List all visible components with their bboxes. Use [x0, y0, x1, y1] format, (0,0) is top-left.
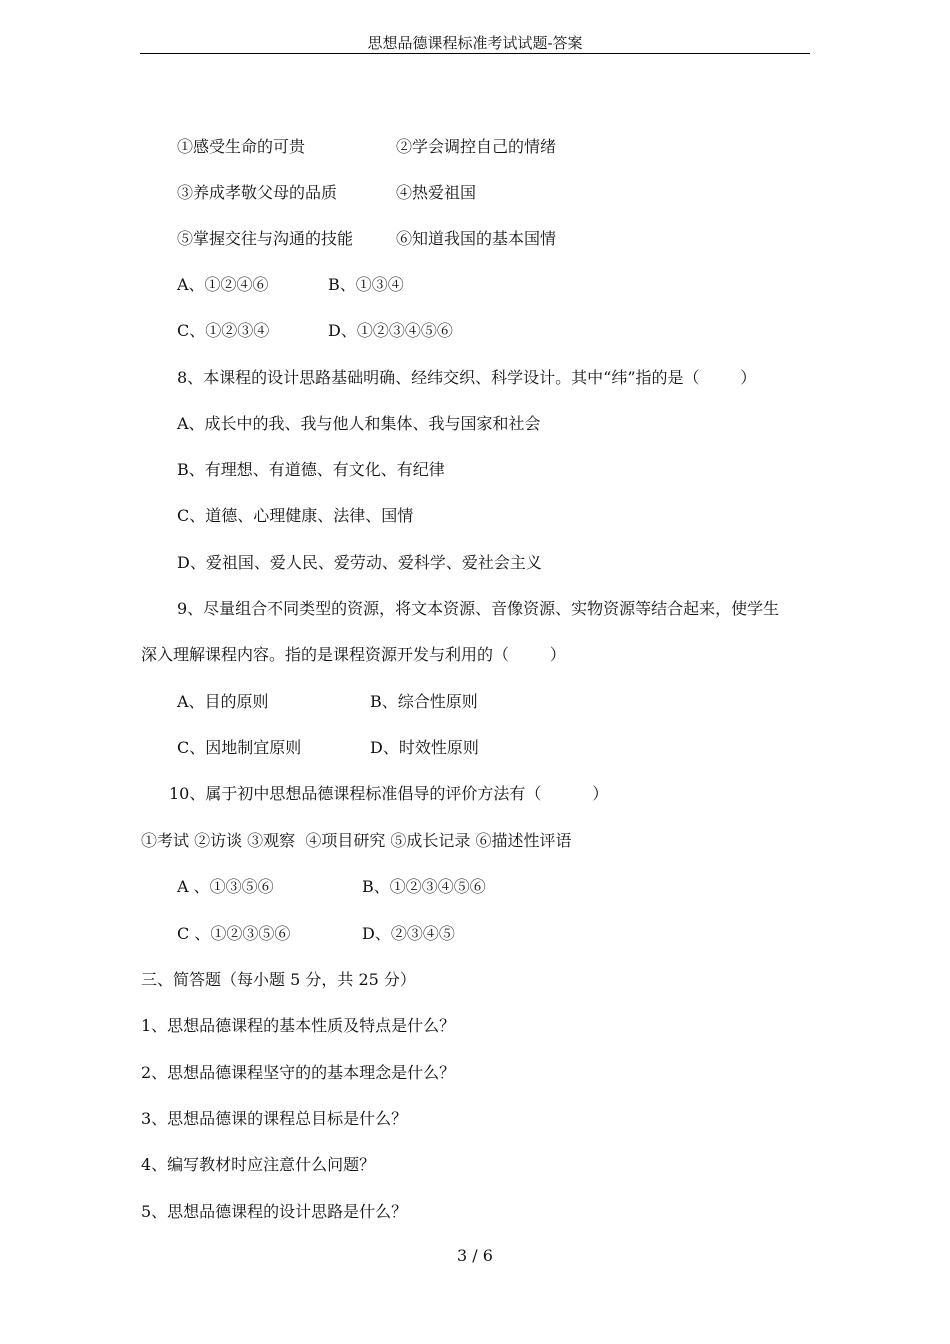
q9-choice-c: C、因地制宜原则: [177, 738, 302, 757]
q9-choice-a: A、目的原则: [177, 692, 269, 711]
q7-choice-d: D、①②③④⑤⑥: [328, 321, 453, 340]
q8-stem: 8、本课程的设计思路基础明确、经纬交织、科学设计。其中“纬”指的是（ ）: [177, 368, 757, 387]
q7-choice-b: B、①③④: [328, 275, 404, 294]
q8-choice-d: D、爱祖国、爱人民、爱劳动、爱科学、爱社会主义: [177, 553, 542, 572]
header-divider: [140, 53, 810, 54]
q7-option-3: ③养成孝敬父母的品质: [177, 183, 338, 202]
q9-stem-line2: 深入理解课程内容。指的是课程资源开发与利用的（ ）: [141, 645, 566, 664]
q7-option-6: ⑥知道我国的基本国情: [396, 229, 557, 248]
q8-choice-b: B、有理想、有道德、有文化、有纪律: [177, 460, 445, 479]
q7-option-2: ②学会调控自己的情绪: [396, 137, 557, 156]
q9-choice-b: B、综合性原则: [370, 692, 478, 711]
q10-stem: 10、属于初中思想品德课程标准倡导的评价方法有（ ）: [169, 784, 609, 803]
q10-options: ①考试 ②访谈 ③观察 ④项目研究 ⑤成长记录 ⑥描述性评语: [141, 831, 572, 850]
q7-choice-a: A、①②④⑥: [177, 275, 269, 294]
section-3-title: 三、简答题（每小题 5 分，共 25 分）: [141, 970, 416, 989]
q8-choice-c: C、道德、心理健康、法律、国情: [177, 506, 414, 525]
short-answer-q1: 1、思想品德课程的基本性质及特点是什么？: [141, 1016, 456, 1035]
short-answer-q2: 2、思想品德课程坚守的的基本理念是什么？: [141, 1063, 456, 1082]
q7-option-5: ⑤掌握交往与沟通的技能: [177, 229, 354, 248]
q10-choice-b: B、①②③④⑤⑥: [362, 877, 486, 896]
short-answer-q5: 5、思想品德课程的设计思路是什么？: [141, 1202, 408, 1221]
q7-choice-c: C、①②③④: [177, 321, 270, 340]
page-header-title: 思想品德课程标准考试试题-答案: [367, 34, 583, 52]
page-number: 3 / 6: [457, 1246, 493, 1265]
q10-choice-c: C 、①②③⑤⑥: [177, 924, 291, 943]
q9-stem-line1: 9、尽量组合不同类型的资源，将文本资源、音像资源、实物资源等结合起来，使学生: [177, 599, 780, 618]
q9-choice-d: D、时效性原则: [370, 738, 479, 757]
q7-option-1: ①感受生命的可贵: [177, 137, 306, 156]
q10-choice-d: D、②③④⑤: [362, 924, 455, 943]
q8-choice-a: A、成长中的我、我与他人和集体、我与国家和社会: [177, 414, 541, 433]
short-answer-q4: 4、编写教材时应注意什么问题？: [141, 1155, 376, 1174]
q7-option-4: ④热爱祖国: [396, 183, 477, 202]
short-answer-q3: 3、思想品德课的课程总目标是什么？: [141, 1109, 408, 1128]
q10-choice-a: A 、①③⑤⑥: [177, 877, 274, 896]
